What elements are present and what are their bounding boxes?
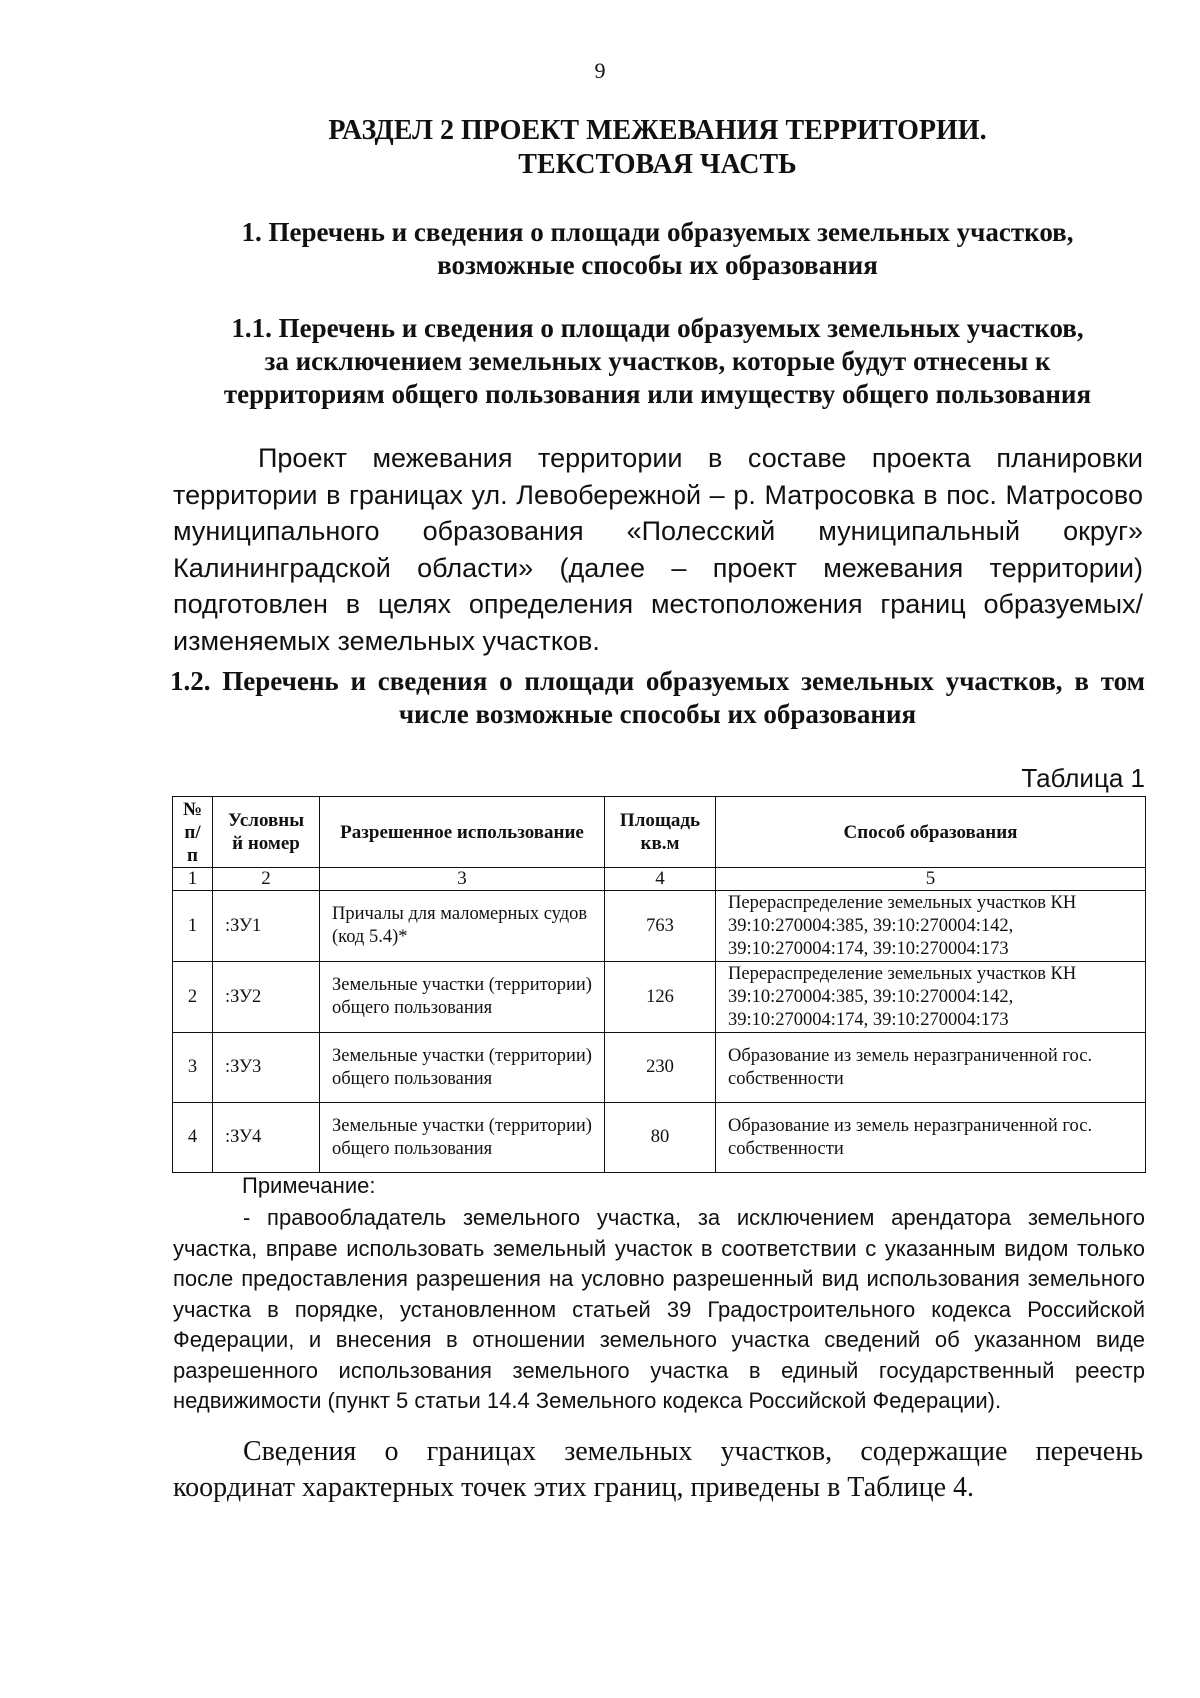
cell-num: 2: [173, 962, 213, 1033]
col-header-method: Способ образования: [716, 797, 1146, 868]
heading-1-2-line1: 1.2. Перечень и сведения о площади образуемых земельных участков, в том: [170, 666, 1145, 696]
column-numbers-row: [173, 868, 1146, 891]
heading-1-line2: возможные способы их образования: [437, 250, 878, 280]
cell-cond-number: :ЗУ1: [213, 891, 320, 962]
table-row: [173, 1103, 1146, 1173]
section-title-line2: ТЕКСТОВАЯ ЧАСТЬ: [518, 149, 797, 180]
section-title-line1: РАЗДЕЛ 2 ПРОЕКТ МЕЖЕВАНИЯ ТЕРРИТОРИИ.: [328, 115, 987, 146]
col-number: 2: [213, 868, 320, 891]
cell-area: 763: [605, 891, 716, 962]
intro-paragraph: Проект межевания территории в составе проекта планировки территории в границах ул. Левобережной – р. Матросовка в пос. Матросово муниципального образования «Полесский муниципальный округ» Калининградской области» (далее – проект межевания территории) подготовлен в целях определения местоположения границ образуемых/изменяемых земельных участков.: [173, 443, 1143, 656]
table-row: [173, 1033, 1146, 1103]
table-row: [173, 962, 1146, 1033]
col-number: 1: [173, 868, 213, 891]
cell-num: 1: [173, 891, 213, 962]
cell-cond-number: :ЗУ2: [213, 962, 320, 1033]
cell-permitted-use: Земельные участки (территории) общего пользования: [320, 962, 605, 1033]
cell-method: Образование из земель неразграниченной гос. собственности: [716, 1033, 1146, 1103]
col-header-cond-number: Условны й номер: [213, 797, 320, 868]
cell-num: 3: [173, 1033, 213, 1103]
closing-paragraph: Сведения о границах земельных участков, содержащие перечень координат характерных точек этих границ, приведены в Таблице 4.: [173, 1436, 1143, 1503]
note-text: - правообладатель земельного участка, за исключением арендатора земельного участка, вправе использовать земельный участок в соответствии с указанным видом только после предоставления разрешения на условно разрешенный вид использования земельного участка в порядке, установленном статьей 39 Градостроительного кодекса Российской Федерации, и внесения в отношении земельного участка сведений об указанном виде разрешенного использования земельного участка в единый государственный реестр недвижимости (пункт 5 статьи 14.4 Земельного кодекса Российской Федерации).: [173, 1205, 1145, 1413]
table-row: [173, 891, 1146, 962]
heading-1-2: [170, 665, 1145, 731]
col-header-num: № п/ п: [173, 797, 213, 868]
cell-cond-number: :ЗУ3: [213, 1033, 320, 1103]
heading-1-1-line1: 1.1. Перечень и сведения о площади образуемых земельных участков,: [231, 313, 1084, 343]
cell-method: Образование из земель неразграниченной гос. собственности: [716, 1103, 1146, 1173]
note-heading: Примечание:: [242, 1173, 376, 1198]
cell-permitted-use: Земельные участки (территории) общего пользования: [320, 1103, 605, 1173]
cell-method: Перераспределение земельных участков КН 39:10:270004:385, 39:10:270004:142, 39:10:270004:174, 39:10:270004:173: [716, 891, 1146, 962]
col-number: 3: [320, 868, 605, 891]
cell-permitted-use: Земельные участки (территории) общего пользования: [320, 1033, 605, 1103]
col-number: 5: [716, 868, 1146, 891]
col-header-area: Площадь кв.м: [605, 797, 716, 868]
col-header-permitted-use: Разрешенное использование: [320, 797, 605, 868]
heading-1-line1: 1. Перечень и сведения о площади образуемых земельных участков,: [241, 217, 1074, 247]
page-number: 9: [594, 58, 606, 83]
land-plots-table: [172, 796, 1146, 1173]
heading-1: [170, 216, 1145, 282]
cell-area: 80: [605, 1103, 716, 1173]
cell-area: 126: [605, 962, 716, 1033]
col-number: 4: [605, 868, 716, 891]
cell-permitted-use: Причалы для маломерных судов (код 5.4)*: [320, 891, 605, 962]
heading-1-2-line2: числе возможные способы их образования: [398, 699, 917, 729]
cell-cond-number: :ЗУ4: [213, 1103, 320, 1173]
cell-area: 230: [605, 1033, 716, 1103]
cell-num: 4: [173, 1103, 213, 1173]
section-title: [170, 114, 1145, 182]
table-caption: Таблица 1: [1021, 763, 1145, 793]
heading-1-1: [170, 312, 1145, 411]
heading-1-1-line3: территориям общего пользования или имуществу общего пользования: [223, 379, 1092, 409]
heading-1-1-line2: за исключением земельных участков, которые будут отнесены к: [264, 346, 1051, 376]
cell-method: Перераспределение земельных участков КН 39:10:270004:385, 39:10:270004:142, 39:10:270004:174, 39:10:270004:173: [716, 962, 1146, 1033]
table-header-row: [173, 797, 1146, 868]
